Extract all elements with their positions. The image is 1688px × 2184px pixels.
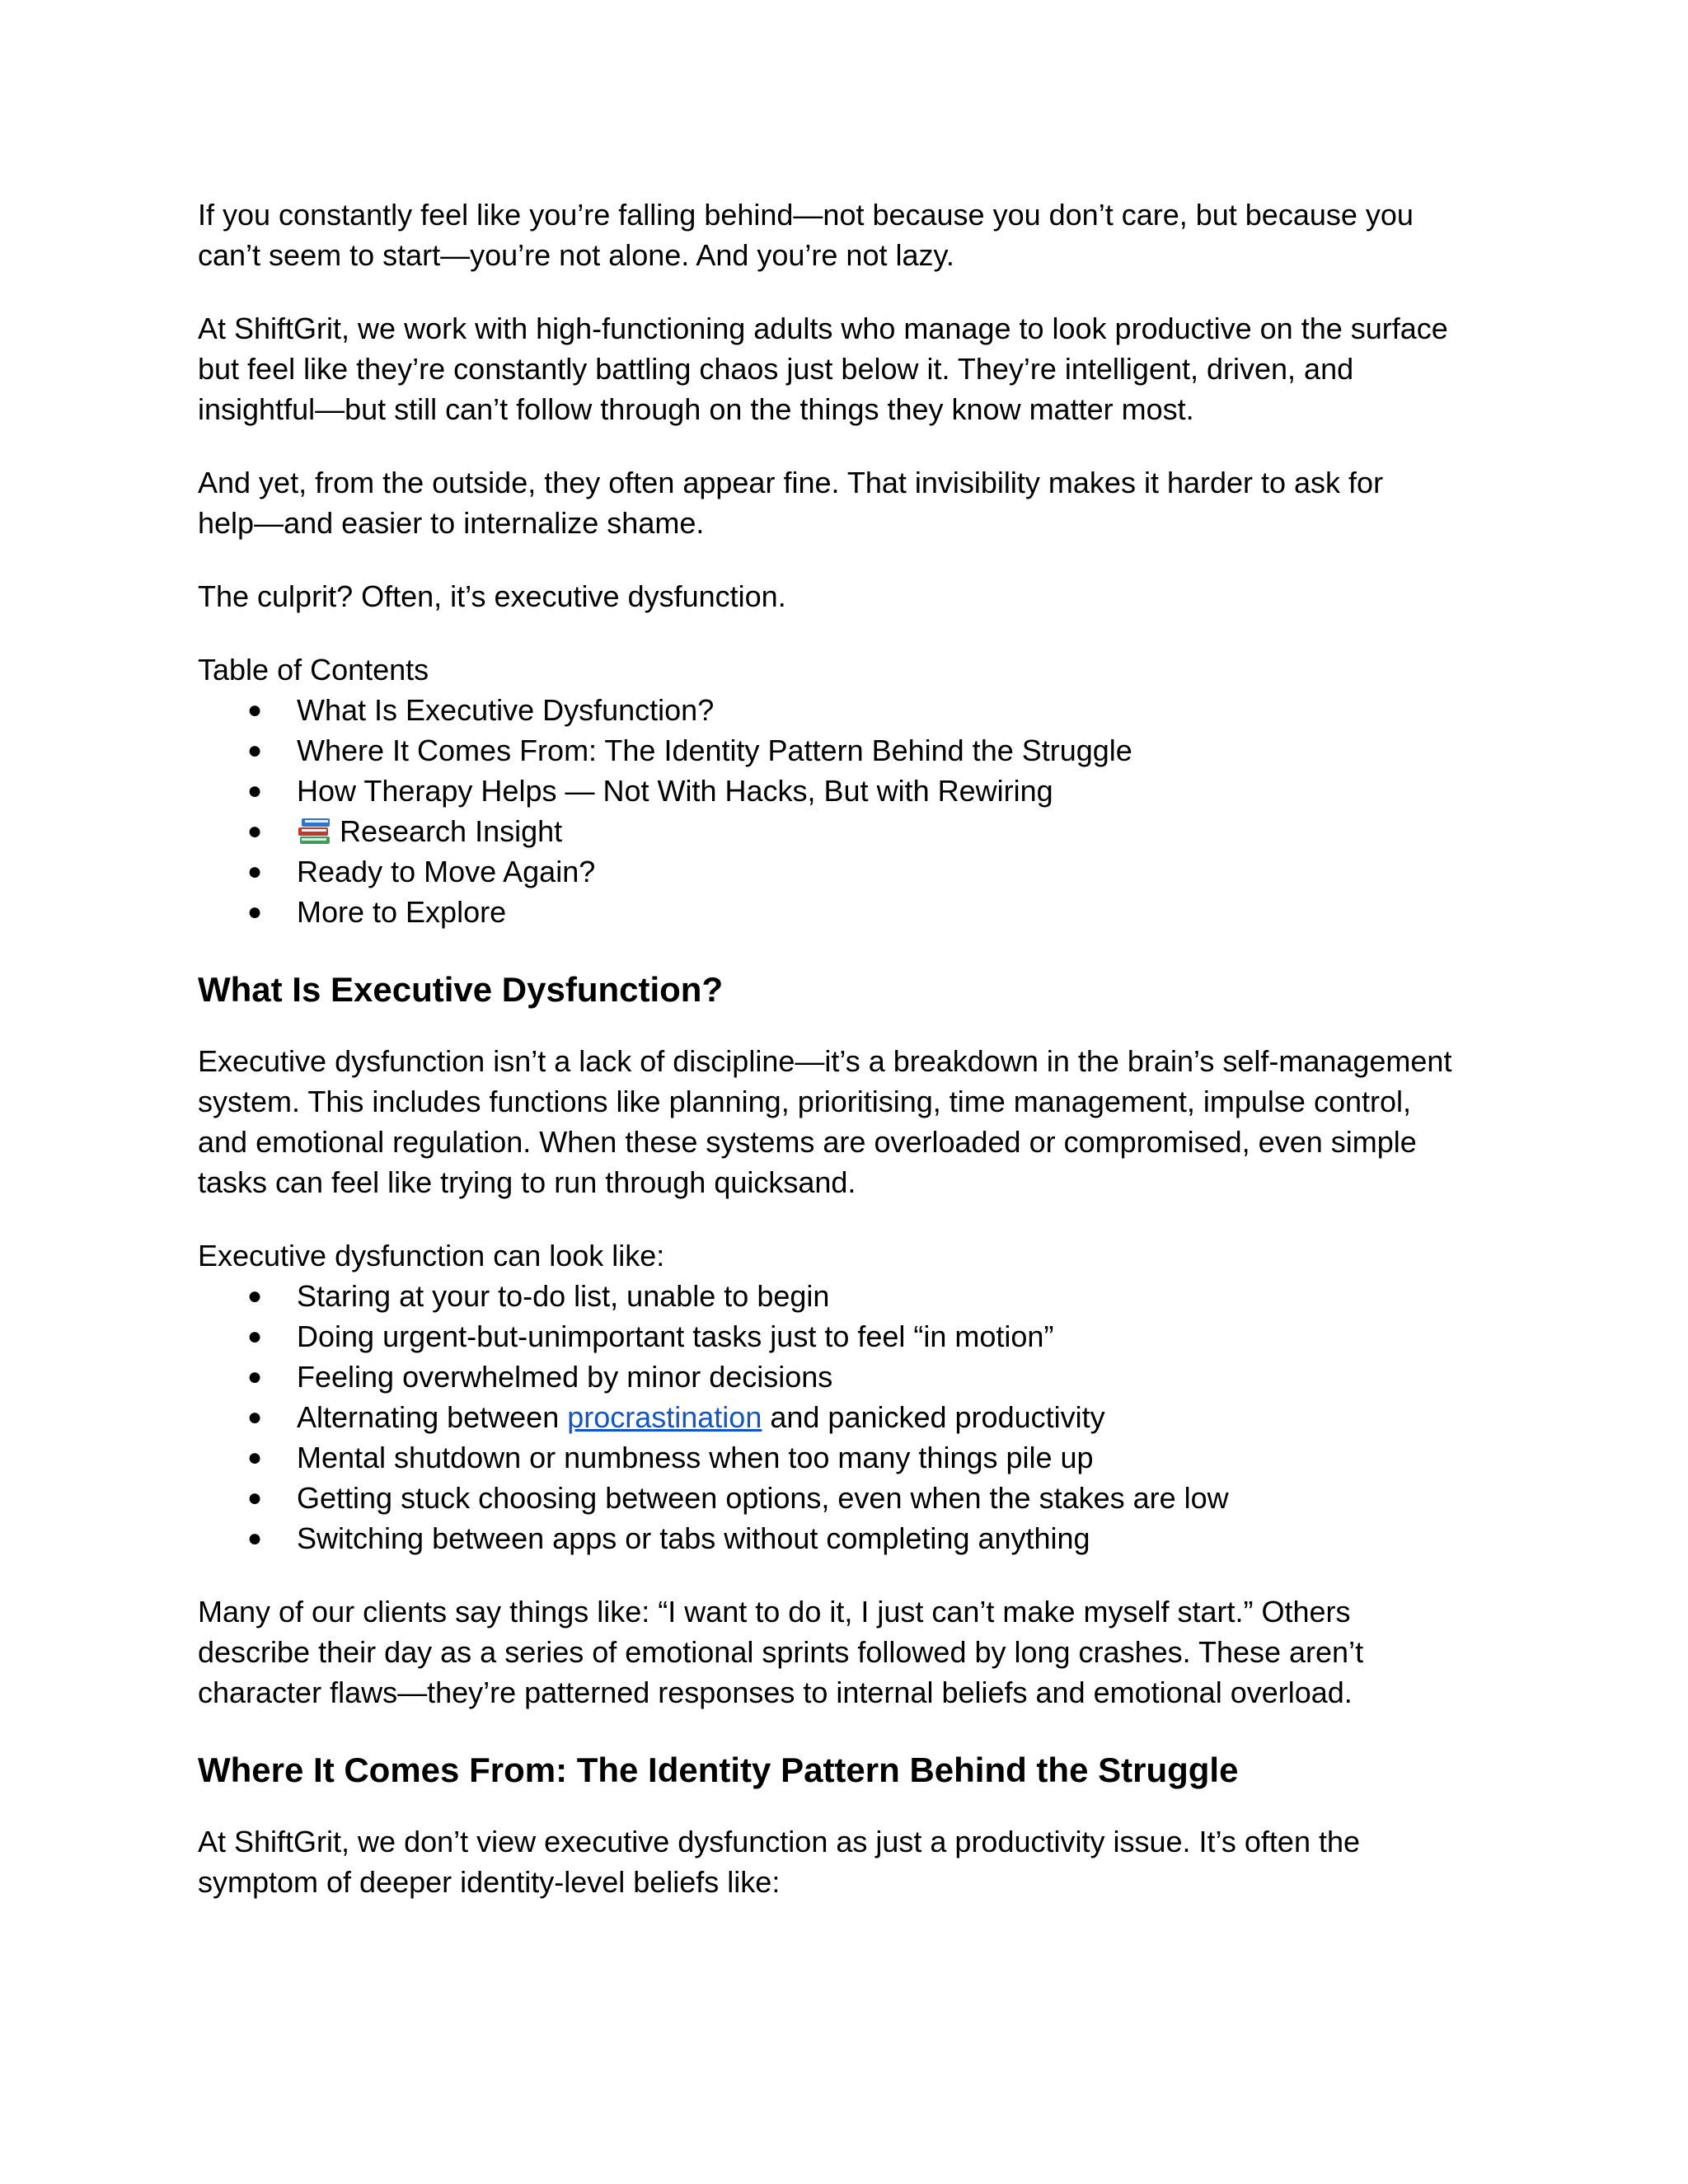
toc-item-label: Ready to Move Again? [297, 855, 596, 888]
intro-paragraph-2: At ShiftGrit, we work with high-functioning adults who manage to look productive on the surface but feel like they’re constantly battling chaos just below it. They’re intelligent, driven, and insightful—but still can’t follow through on the things they know matter most. [198, 312, 1448, 426]
toc-item-label: More to Explore [297, 895, 507, 929]
bullet-icon: ● [247, 696, 263, 724]
intro-paragraph-4: The culprit? Often, it’s executive dysfunction. [198, 579, 786, 613]
bullet-icon: ● [247, 737, 263, 764]
list-item [198, 1478, 1517, 1518]
toc-item-label: What Is Executive Dysfunction? [297, 693, 715, 727]
section-heading-executive-dysfunction: What Is Executive Dysfunction? [198, 970, 724, 1009]
list-item [198, 1357, 1517, 1397]
section1-paragraph-2: Many of our clients say things like: “I want to do it, I just can’t make myself start.” Others describe their day as a series of emotional sprints followed by long crashes. These aren’t character flaws—they’re patterned responses to internal beliefs and emotional overload. [198, 1595, 1364, 1709]
list-item-text-after: and panicked productivity [762, 1400, 1105, 1434]
list-item-text: Switching between apps or tabs without completing anything [297, 1521, 1090, 1555]
bullet-icon: ● [247, 1404, 263, 1431]
list-item [198, 1276, 1517, 1316]
procrastination-link[interactable]: procrastination [567, 1400, 762, 1434]
section1-paragraph-1: Executive dysfunction isn’t a lack of discipline—it’s a breakdown in the brain’s self-management system. This includes functions like planning, prioritising, time management, impulse control, and emotional regulation. When these systems are overloaded or compromised, even simple tasks can feel like trying to run through quicksand. [198, 1044, 1452, 1199]
toc-item[interactable] [198, 851, 1517, 892]
list-item [198, 1437, 1517, 1478]
toc-item[interactable] [198, 730, 1517, 771]
list-item [198, 1397, 1517, 1437]
toc-item-label: Where It Comes From: The Identity Pattern Behind the Struggle [297, 733, 1132, 767]
list-item-text: Doing urgent-but-unimportant tasks just to feel “in motion” [297, 1319, 1054, 1353]
list-item-text: Mental shutdown or numbness when too many things pile up [297, 1441, 1094, 1474]
list-item [198, 1518, 1517, 1558]
symptoms-list [198, 1276, 1517, 1558]
toc-label: Table of Contents [198, 653, 429, 687]
list-item-text: Feeling overwhelmed by minor decisions [297, 1360, 833, 1394]
intro-paragraph-1: If you constantly feel like you’re falling behind—not because you don’t care, but because you can’t seem to start—you’re not alone. And you’re not lazy. [198, 198, 1414, 272]
list-item-text: Getting stuck choosing between options, even when the stakes are low [297, 1481, 1229, 1515]
bullet-icon: ● [247, 777, 263, 804]
books-icon [297, 813, 333, 846]
bullet-icon: ● [247, 1363, 263, 1390]
toc-item[interactable] [198, 892, 1517, 932]
bullet-icon: ● [247, 1282, 263, 1310]
intro-paragraph-3: And yet, from the outside, they often appear fine. That invisibility makes it harder to ask for help—and easier to internalize shame. [198, 466, 1384, 540]
bullet-icon: ● [247, 1323, 263, 1350]
section-heading-identity-pattern: Where It Comes From: The Identity Pattern Behind the Struggle [198, 1750, 1239, 1789]
list-item [198, 1316, 1517, 1357]
toc-item[interactable] [198, 690, 1517, 730]
list-item-text-before: Alternating between [297, 1400, 568, 1434]
toc-item-label: Research Insight [340, 814, 563, 848]
bullet-icon: ● [247, 818, 263, 845]
bullet-icon: ● [247, 858, 263, 885]
bullet-icon: ● [247, 1484, 263, 1511]
list-item-text: Staring at your to-do list, unable to begin [297, 1279, 830, 1313]
document-page [198, 194, 1517, 1902]
bullet-icon: ● [247, 898, 263, 926]
toc-item-label: How Therapy Helps — Not With Hacks, But with Rewiring [297, 774, 1053, 808]
toc-item[interactable] [198, 771, 1517, 811]
section2-paragraph-1: At ShiftGrit, we don’t view executive dysfunction as just a productivity issue. It’s often the symptom of deeper identity-level beliefs like: [198, 1825, 1361, 1899]
bullet-icon: ● [247, 1444, 263, 1471]
toc-item[interactable] [198, 811, 1517, 851]
section1-list-intro: Executive dysfunction can look like: [198, 1239, 665, 1272]
toc-list [198, 690, 1517, 932]
bullet-icon: ● [247, 1525, 263, 1552]
